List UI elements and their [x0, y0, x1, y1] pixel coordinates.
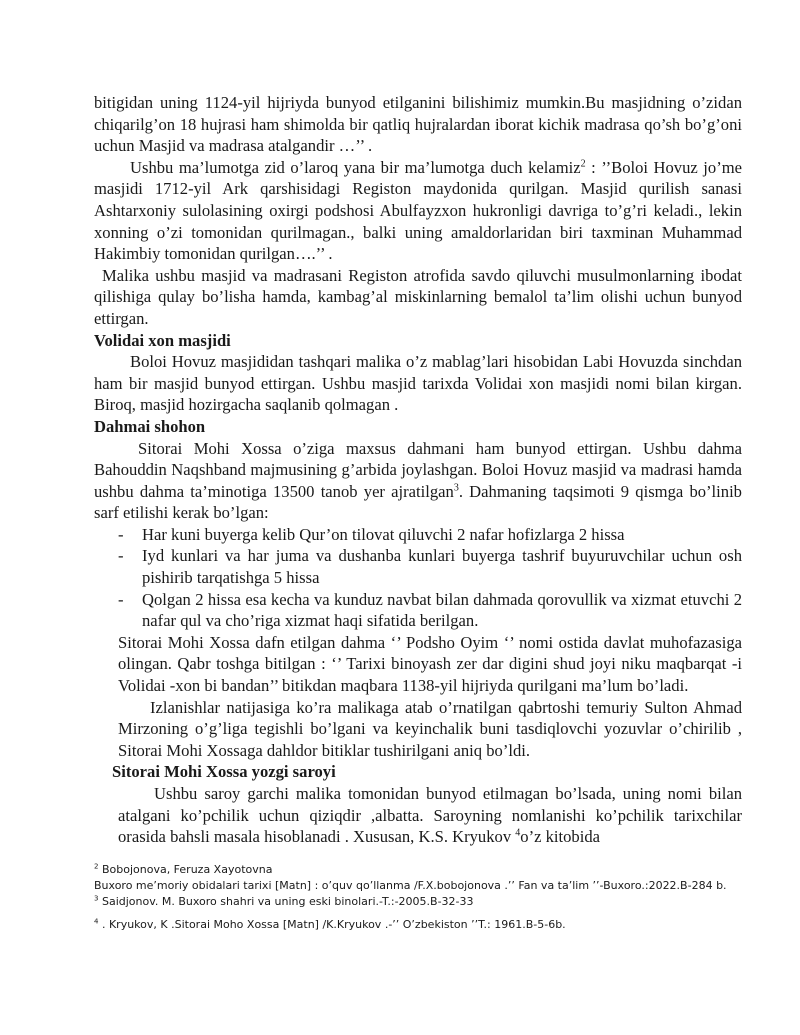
heading-volidai-xon: Volidai xon masjidi: [94, 330, 231, 350]
footnote-4: [94, 917, 742, 933]
footnote-3-mark: 3: [94, 893, 99, 902]
paragraph-3: Malika ushbu masjid va madrasani Registon atrofida savdo qiluvchi musulmonlarning ibodat qilishiga qulay bo’lisha hamda, kambag’al miskinlarning bemalol ta’lim olishi uchun bunyod ettirgan.: [94, 265, 742, 328]
dash-list: [94, 524, 742, 632]
paragraph-1: bitigidan uning 1124-yil hijriyda bunyod etilganini bilishimiz mumkin.Bu masjidning o’zidan chiqarilg’on 18 hujrasi ham shimolda bir qatliq hujralardan iborat kichik madrasa qo’sh bo’g’oni uchun Masjid va madrasa atalgandir …’’ .: [94, 93, 742, 156]
footnote-3: [94, 894, 742, 910]
footnote-ref-4: 4: [515, 827, 521, 839]
paragraph-8-text-b: o’z kitobida: [520, 827, 601, 847]
footnote-4-mark: 4: [94, 917, 99, 926]
paragraph-5-text-b: . Dahmaning taqsimoti 9 qismga bo’linib sarf etilishi kerak bo’lgan:: [94, 481, 742, 523]
footnote-ref-2: 2: [580, 158, 586, 170]
footnotes: [94, 862, 742, 933]
list-item: - Iyd kunlari va har juma va dushanba kunlari buyerga tashrif buyuruvchilar uchun osh pishirib tarqatishga 5 hissa: [118, 545, 742, 588]
footnote-2-line-1: Bobojonova, Feruza Xayotovna: [98, 863, 273, 876]
paragraph-2-text-a: Ushbu ma’lumotga zid o’laroq yana bir ma’lumotga duch kelamiz: [130, 157, 581, 177]
paragraph-8-text-a: Ushbu saroy garchi malika tomonidan bunyod etilmagan bo’lsada, uning nomi bilan atalgani ko’pchilik uchun qiziqdir ,albatta. Saroyning nomlanishi ko’pchilik tarixchilar orasida bahsli masala hisoblanadi . Xususan, K.S. Kryukov: [118, 784, 742, 847]
paragraph-8: [118, 783, 742, 848]
paragraph-2: [94, 157, 742, 265]
footnote-ref-3: 3: [453, 482, 459, 494]
paragraph-5: [94, 438, 742, 524]
paragraph-6: Sitorai Mohi Xossa dafn etilgan dahma ‘’ Podsho Oyim ‘’ nomi ostida davlat muhofazasiga olingan. Qabr toshga bitilgan : ‘’ Tarixi binoyash zer dar digini shud joyi niku maqbarqat -i Volidai -xon bi bandan’’ bitikdan maqbara 1138-yil hijriyda qurilgani ma’lum bo’ladi.: [118, 632, 742, 696]
footnote-2-mark: 2: [94, 862, 99, 871]
paragraph-5-text-a: Sitorai Mohi Xossa o’ziga maxsus dahmani ham bunyod ettirgan. Ushbu dahma Bahouddin Naqshband majmusining g’arbida joylashgan. Boloi Hovuz masjid va madrasi hamda ushbu dahma ta’minotiga 13500 tanob yer ajratilgan: [94, 438, 742, 501]
footnote-3-text: Saidjonov. M. Buxoro shahri va uning eski binolari.-T.:-2005.B-32-33: [98, 894, 474, 908]
paragraph-7: Izlanishlar natijasiga ko’ra malikaga atab o’rnatilgan qabrtoshi temuriy Sulton Ahmad Mirzoning o’g’liga tegishli bo’lgani va keyinchalik buni tasdiqlovchi yozuvlar o’chirilib , Sitorai Mohi Xossaga dahldor bitiklar tushirilgani aniq bo’ldi.: [118, 697, 742, 760]
list-item: - Qolgan 2 hissa esa kecha va kunduz navbat bilan dahmada qorovullik va xizmat etuvchi 2 nafar qul va cho’riga xizmat haqi sifatida berilgan.: [118, 589, 742, 632]
paragraph-2-text-b: : ’’Boloi Hovuz jo’me masjidi 1712-yil Ark qarshisidagi Registon maydonida qurilgan. Masjid qurilish sanasi Ashtarxoniy sulolasining oxirgi podshosi Abulfayzxon hukronligi davriga to’g’ri keladi., lekin xonning o’zi tomonidan qurilmagan., balki uning amaldorlaridan biri taxminan Muhammad Hakimbiy tomonidan qurilgan….’’ .: [94, 157, 743, 264]
heading-yozgi-saroyi: Sitorai Mohi Xossa yozgi saroyi: [112, 762, 336, 782]
footnote-4-text: . Kryukov, K .Sitorai Moho Xossa [Matn] /K.Kryukov .-’’ O’zbekiston ’’T.: 1961.B-5-6b.: [98, 918, 566, 932]
footnote-2-line-2: Buxoro me’moriy obidalari tarixi [Matn] : o’quv qo’llanma /F.X.bobojonova .’’ Fan va ta’lim ’’-Buxoro.:2022.B-284 b.: [94, 878, 727, 892]
paragraph-4: Boloi Hovuz masjididan tashqari malika o’z mablag’lari hisobidan Labi Hovuzda sinchdan ham bir masjid bunyod ettirgan. Ushbu masjid tarixda Volidai xon masjidi nomi bilan kirgan. Biroq, masjid hozirgacha saqlanib qolmagan .: [94, 352, 742, 415]
heading-dahmai-shohon: Dahmai shohon: [94, 416, 206, 436]
list-item: - Har kuni buyerga kelib Qur’on tilovat qiluvchi 2 nafar hofizlarga 2 hissa: [118, 524, 742, 546]
document-body: [94, 92, 742, 848]
footnote-2: [94, 862, 742, 878]
